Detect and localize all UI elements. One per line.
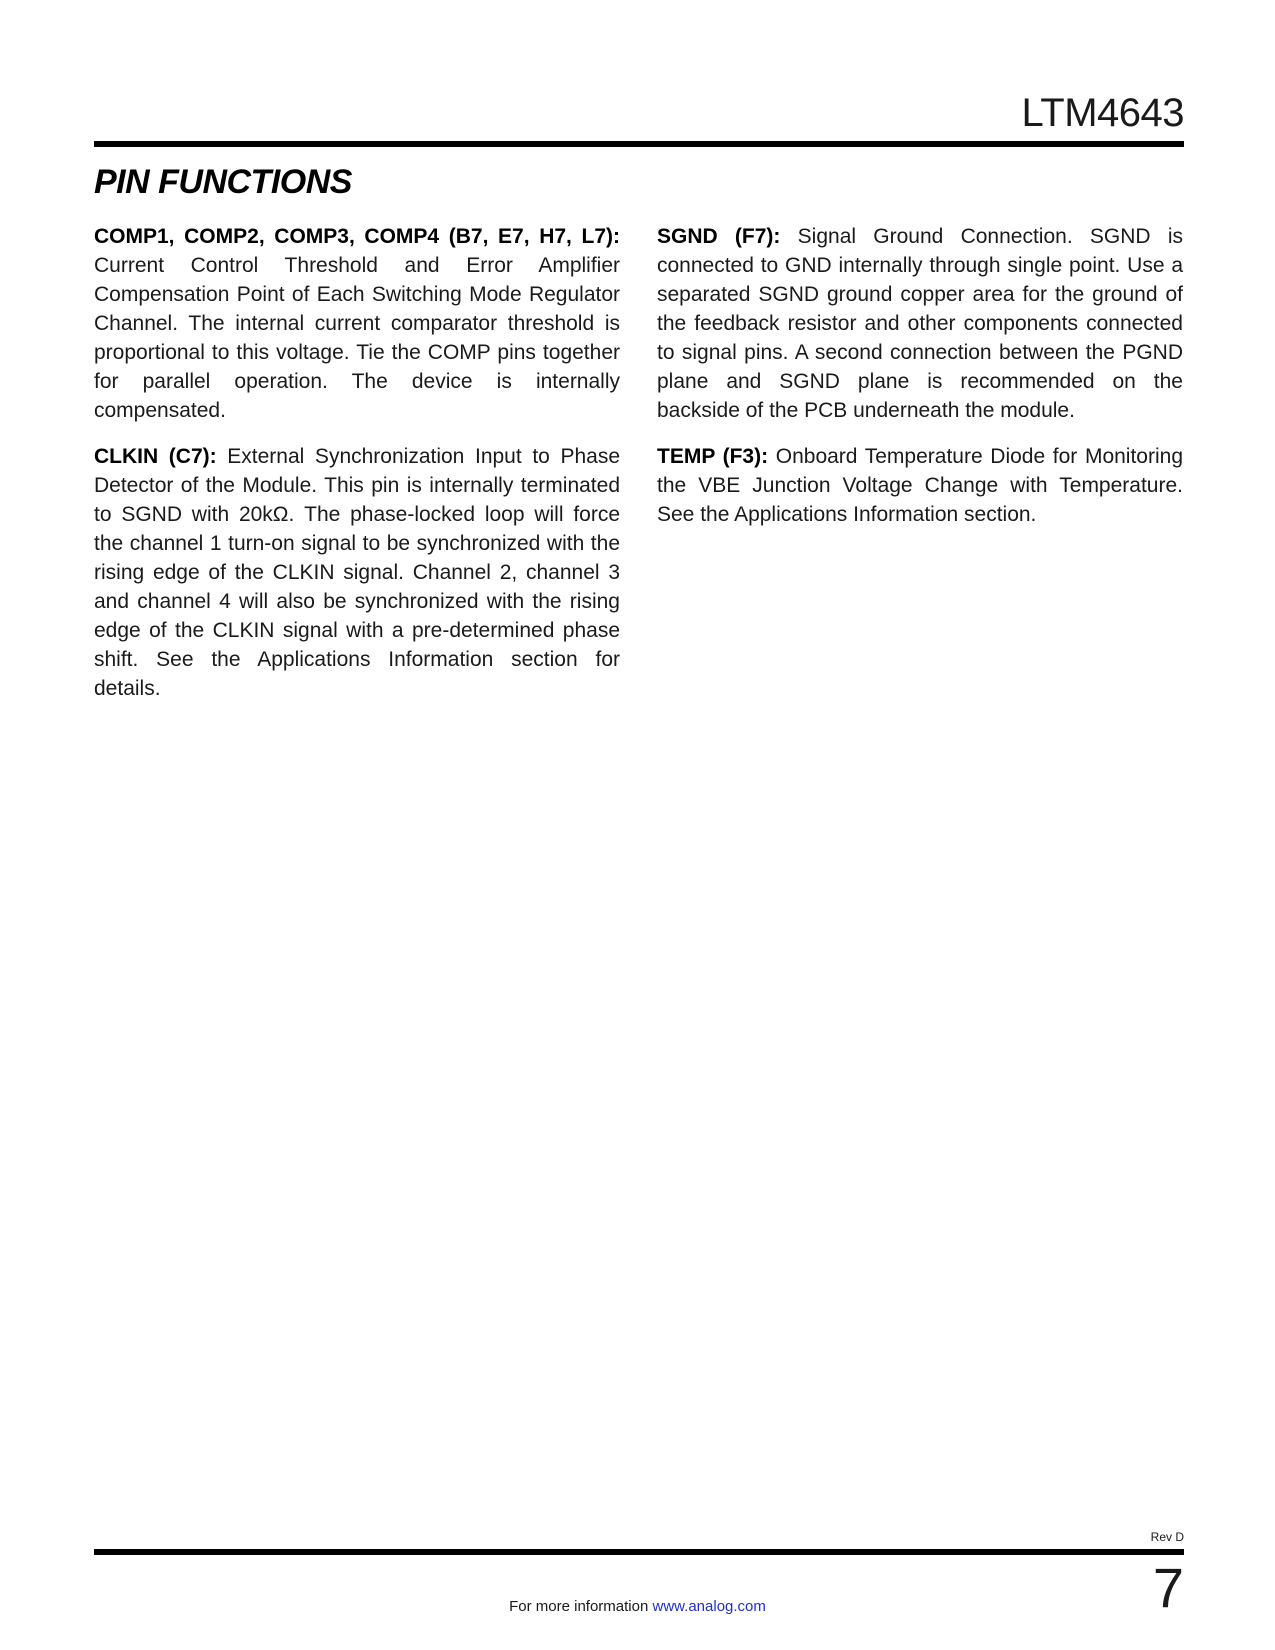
footer-info-text: For more information (509, 1598, 649, 1615)
pin-name: TEMP (F3): (657, 445, 769, 468)
pin-entry-clkin (94, 442, 620, 703)
pin-name: CLKIN (C7): (94, 445, 217, 468)
header-rule (94, 141, 1184, 147)
pin-entry-sgnd (657, 222, 1183, 425)
footer-info (0, 1598, 1275, 1615)
page-number: 7 (1152, 1556, 1184, 1619)
pin-description: Signal Ground Connection. SGND is connected to GND internally through single point. Use a separated SGND ground copper area for the ground of the feedback resistor and other components connected to signal pins. A second connection between the PGND plane and SGND plane is recommended on the backside of the PCB underneath the module. (657, 225, 1183, 422)
pin-name: SGND (F7): (657, 225, 781, 248)
pin-entry-temp (657, 442, 1183, 529)
website-link[interactable]: www.analog.com (652, 1598, 766, 1615)
pin-name: COMP1, COMP2, COMP3, COMP4 (B7, E7, H7, L7): (94, 225, 620, 248)
revision-label: Rev D (1150, 1530, 1184, 1544)
pin-description: Current Control Threshold and Error Amplifier Compensation Point of Each Switching Mode Regulator Channel. The internal current comparator threshold is proportional to this voltage. Tie the COMP pins together for parallel operation. The device is internally compensated. (94, 254, 620, 422)
pin-description: Onboard Temperature Diode for Monitoring the VBE Junction Voltage Change with Temperature. See the Applications Information section. (657, 445, 1183, 526)
section-title: PIN FUNCTIONS (94, 163, 352, 201)
footer-rule (94, 1549, 1184, 1555)
left-column (94, 222, 620, 720)
pin-description: External Synchronization Input to Phase Detector of the Module. This pin is internally terminated to SGND with 20kΩ. The phase-locked loop will force the channel 1 turn-on signal to be synchronized with the rising edge of the CLKIN signal. Channel 2, channel 3 and channel 4 will also be synchronized with the rising edge of the CLKIN signal with a pre-determined phase shift. See the Applications Information section for details. (94, 445, 621, 700)
part-number: LTM4643 (1021, 91, 1184, 135)
right-column (657, 222, 1183, 546)
pin-entry-comp (94, 222, 620, 425)
